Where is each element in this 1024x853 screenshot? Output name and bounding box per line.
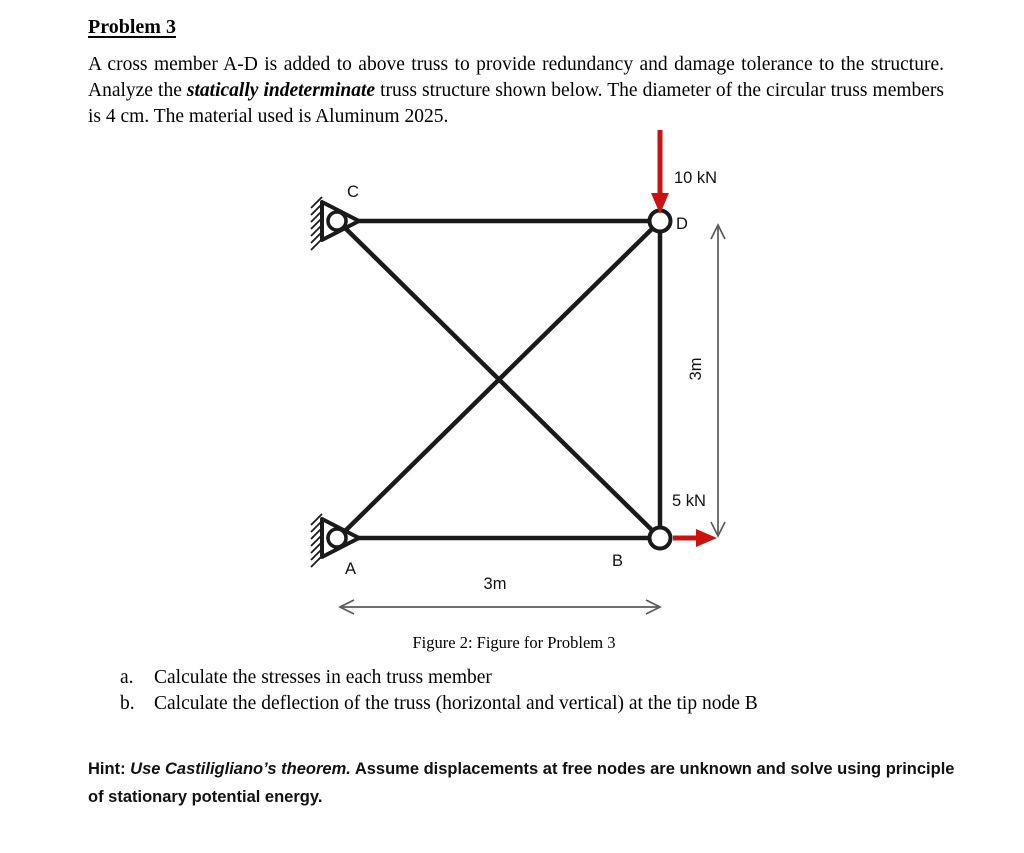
hint-paragraph xyxy=(88,755,960,811)
question-b xyxy=(120,691,758,717)
problem-statement-emphasis: statically indeterminate xyxy=(186,80,376,101)
hint-rest: Assume displacements at free nodes are unknown and solve using principle of stationary potential energy. xyxy=(88,760,955,806)
force-top-label: 10 kN xyxy=(674,169,718,187)
question-a xyxy=(120,665,758,691)
node-c-label: C xyxy=(347,183,359,201)
question-b-marker: b. xyxy=(120,693,135,714)
question-list xyxy=(120,665,758,717)
problem-statement xyxy=(88,52,944,130)
node-d-label: D xyxy=(676,215,688,233)
truss-figure xyxy=(280,120,760,660)
node-a-pin xyxy=(328,529,346,547)
node-a-label: A xyxy=(345,560,357,578)
page-title: Problem 3 xyxy=(88,16,176,38)
force-arrow-10kn xyxy=(651,130,669,214)
problem-statement-part1: A cross member A-D is added to above truss to provide redundancy and damage tolerance to the structure. Analyze the xyxy=(88,54,944,101)
dim-vertical-label: 3m xyxy=(687,357,705,381)
vertical-dimension-line xyxy=(711,225,725,536)
question-a-marker: a. xyxy=(120,667,134,688)
dim-horizontal-label: 3m xyxy=(483,575,507,593)
node-c-pin xyxy=(328,212,346,230)
problem-statement-part2: truss structure shown below. The diameter of the circular truss members is 4 cm. The material used is Aluminum 2025. xyxy=(88,80,945,127)
force-right-label: 5 kN xyxy=(672,492,706,510)
hint-label: Hint: xyxy=(88,760,131,778)
question-b-text: Calculate the deflection of the truss (horizontal and vertical) at the tip node B xyxy=(154,693,758,714)
hint-theorem: Use Castiligliano’s theorem. xyxy=(130,760,351,778)
figure-caption: Figure 2: Figure for Problem 3 xyxy=(412,633,616,652)
node-b xyxy=(650,528,671,549)
truss-members xyxy=(338,221,660,538)
pin-support-c xyxy=(311,197,359,250)
horizontal-dimension-line xyxy=(340,600,660,614)
node-b-label: B xyxy=(612,552,624,570)
question-a-text: Calculate the stresses in each truss member xyxy=(154,667,492,688)
force-arrow-5kn xyxy=(673,529,717,547)
